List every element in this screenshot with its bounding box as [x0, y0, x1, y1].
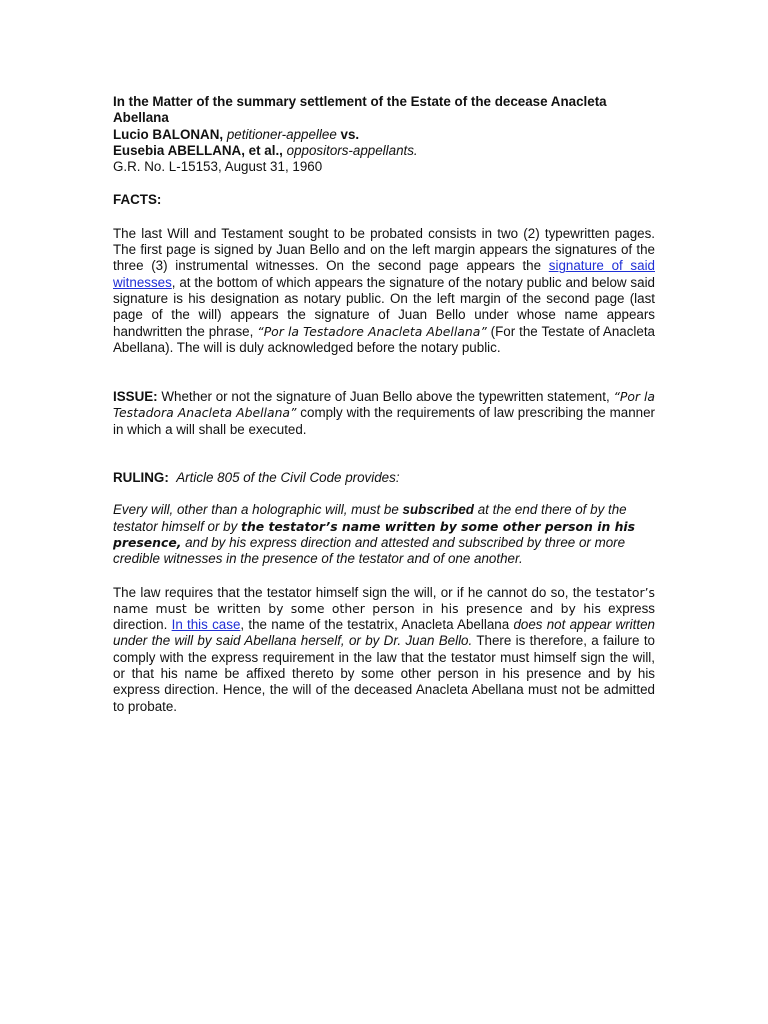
ruling-body-text-3: , the name of the testatrix, Anacleta Abellana	[240, 617, 514, 633]
signature-witnesses-link[interactable]: signature of said witnesses	[113, 258, 655, 290]
facts-quote: “Por la Testadore Anacleta Abellana”	[257, 323, 487, 339]
ruling-body-spaced: testator’s name must be written by some other person in his presence and by his	[113, 584, 655, 616]
facts-text-3: (For the Testate of Anacleta Abellana). The will is duly acknowledged before the notary public.	[113, 323, 655, 355]
facts-text-1: The last Will and Testament sought to be probated consists in two (2) typewritten pages. The first page is signed by Juan Bello and on the left margin appears the signatures of the three (3) instrumental witnesses. On the second page appears the	[113, 225, 655, 274]
issue-label: ISSUE:	[113, 389, 158, 405]
article-quote-text-1: Every will, other than a holographic will, must be	[113, 502, 403, 518]
ruling-paragraph	[113, 470, 655, 486]
ruling-body-text-1: The law requires that the testator himself sign the will, or if he cannot do so, the	[113, 584, 596, 600]
article-quote-emphasis: the testator’s name written by some other person in his presence,	[113, 518, 636, 550]
issue-text-2: comply with the requirements of law prescribing the manner in which a will shall be executed.	[113, 405, 655, 437]
ruling-label: RULING:	[113, 470, 169, 486]
case-title-text: In the Matter of the summary settlement of the Estate of the decease Anacleta Abellana	[113, 94, 607, 126]
issue-quote: “Por la Testadora Anacleta Abellana”	[113, 389, 655, 421]
versus-label: vs.	[340, 126, 360, 142]
in-this-case-link[interactable]: In this case	[171, 617, 241, 633]
oppositor-role: oppositors-appellants.	[286, 142, 418, 158]
oppositor-name: Eusebia ABELLANA, et al.,	[113, 142, 283, 158]
article-quote-text-2: at the end there of by the testator himself or by	[113, 502, 627, 534]
facts-paragraph	[113, 226, 655, 356]
petitioner-role: petitioner-appellee	[226, 126, 337, 142]
issue-text-1: Whether or not the signature of Juan Bello above the typewritten statement,	[157, 389, 614, 405]
case-title	[113, 94, 655, 127]
ruling-body-text-2: express direction.	[113, 600, 655, 633]
article-quote	[113, 502, 655, 567]
case-number: G.R. No. L-15153, August 31, 1960	[113, 159, 323, 175]
ruling-body	[113, 585, 655, 715]
facts-heading: FACTS:	[113, 192, 162, 208]
article-quote-text-3: and by his express direction and attested and subscribed by three or more credible witnesses in the presence of the testator and of one another.	[113, 534, 626, 567]
article-reference: Article 805 of the Civil Code provides:	[176, 470, 400, 486]
party-oppositor	[113, 143, 655, 159]
issue-paragraph	[113, 389, 655, 438]
ruling-body-italic: does not appear written under the will by said Abellana herself, or by Dr. Juan Bello.	[113, 617, 655, 649]
petitioner-name: Lucio BALONAN,	[113, 126, 224, 142]
facts-text-2: , at the bottom of which appears the signature of the notary public and below said signature is his designation as notary public. On the left margin of the second page (last page of the will) appears the signature of Juan Bello under whose name appears handwritten the phrase,	[113, 274, 655, 339]
document-page	[113, 94, 655, 715]
ruling-body-text-4: There is therefore, a failure to comply with the express requirement in the law that the testator must himself sign the will, or that his name be affixed thereto by some other person in his presence and by his express direction. Hence, the will of the deceased Anacleta Abellana must not be admitted to probate.	[113, 633, 656, 714]
article-quote-subscribed: subscribed	[402, 502, 474, 518]
party-petitioner	[113, 127, 655, 143]
